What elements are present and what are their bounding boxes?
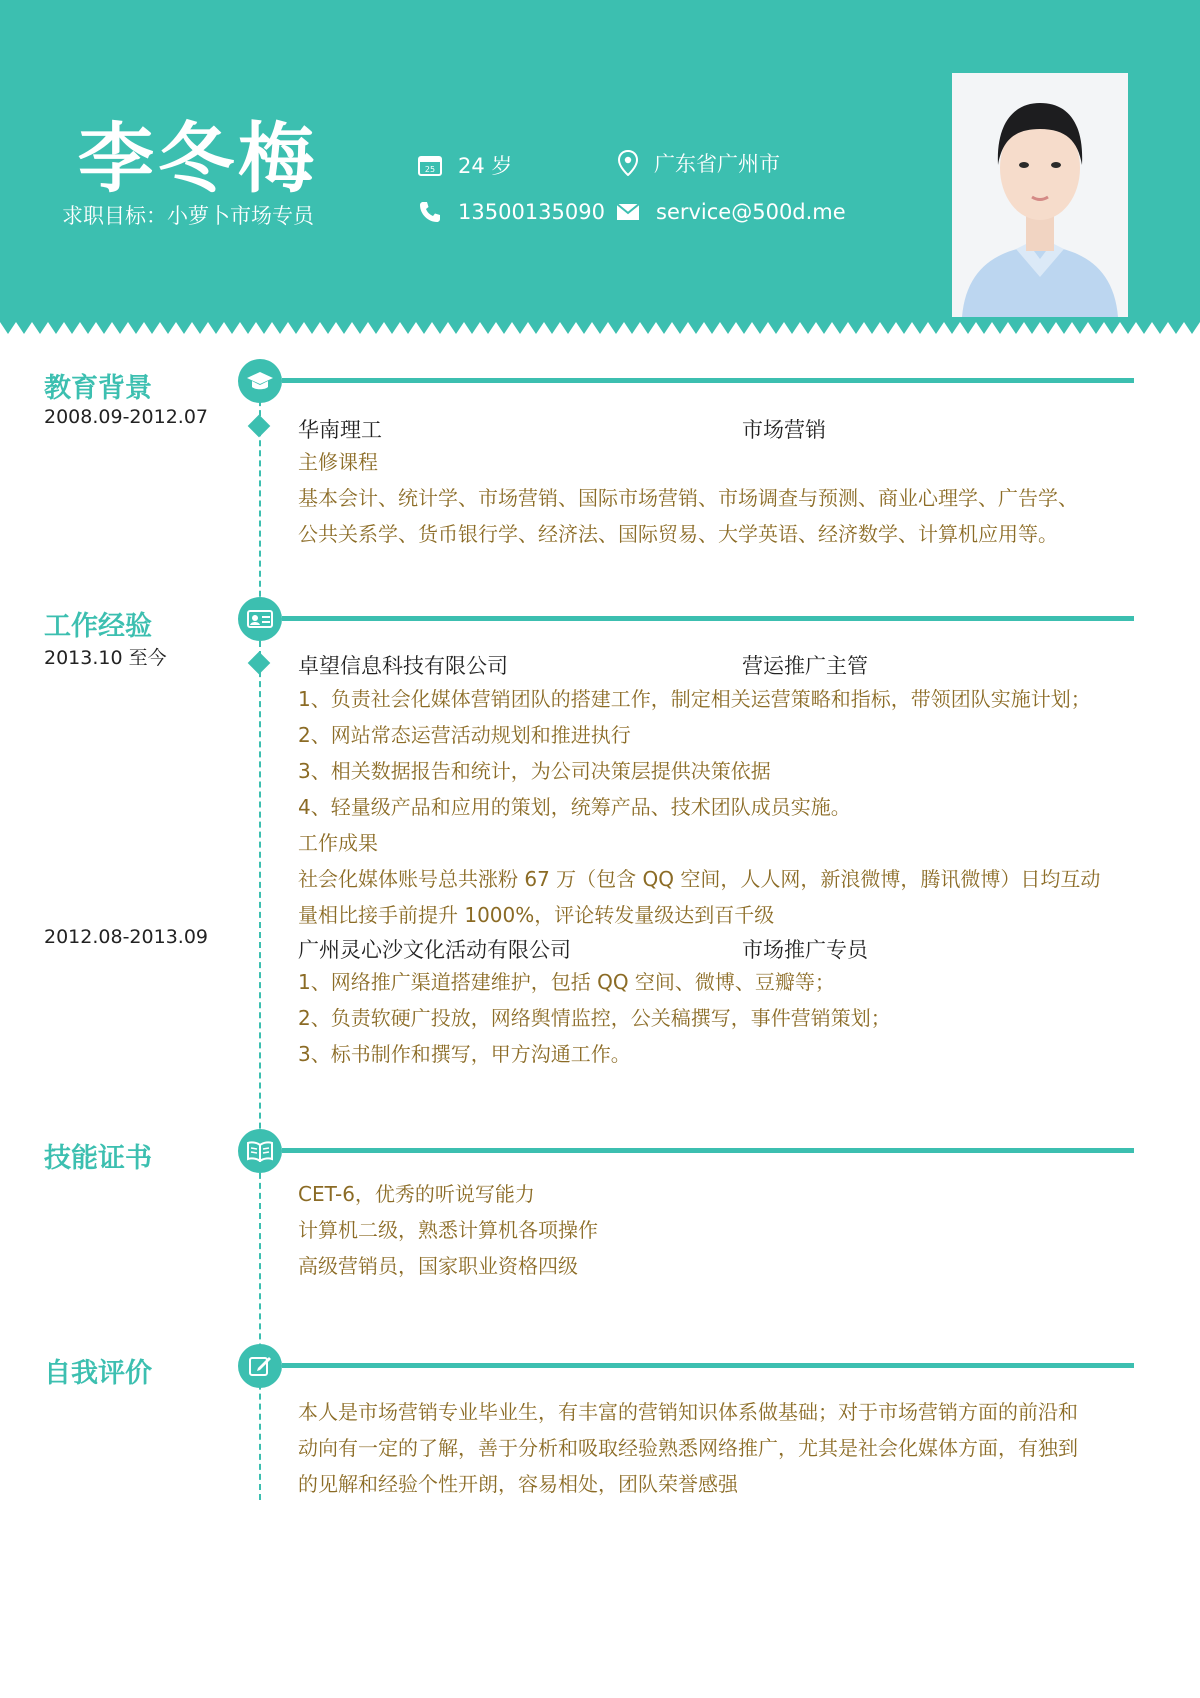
job-objective: 求职目标：小萝卜市场专员 [62, 204, 314, 228]
timeline-line [259, 370, 261, 1500]
section-title-education: 教育背景 [44, 373, 152, 404]
edit-icon [248, 1354, 272, 1378]
self-eval-section-badge [238, 1344, 282, 1388]
skill-item: CET-6，优秀的听说写能力 [298, 1182, 535, 1206]
envelope-icon [616, 203, 640, 221]
self-eval-line: 本人是市场营销专业毕业生，有丰富的营销知识体系做基础；对于市场营销方面的前沿和 [298, 1400, 1078, 1424]
school-name: 华南理工 [298, 418, 382, 442]
skill-item: 高级营销员，国家职业资格四级 [298, 1254, 578, 1278]
location-info [618, 148, 780, 178]
section-rule [282, 378, 1134, 383]
duty-item: 3、标书制作和撰写，甲方沟通工作。 [298, 1042, 631, 1066]
job-position: 营运推广主管 [742, 654, 868, 678]
book-icon [246, 1140, 274, 1162]
achievement-line: 量相比接手前提升 1000%，评论转发量级达到百千级 [298, 903, 775, 927]
work-section-badge [238, 597, 282, 641]
achievement-label: 工作成果 [298, 831, 378, 855]
job-position: 市场推广专员 [742, 938, 868, 962]
job-date: 2012.08-2013.09 [44, 926, 208, 948]
achievement-line: 社会化媒体账号总共涨粉 67 万（包含 QQ 空间，人人网，新浪微博，腾讯微博）日均互动 [298, 867, 1101, 891]
self-eval-line: 的见解和经验个性开朗，容易相处，团队荣誉感强 [298, 1472, 738, 1496]
section-title-self-eval: 自我评价 [44, 1358, 152, 1389]
age-text: 24 岁 [458, 154, 513, 178]
candidate-name: 李冬梅 [78, 114, 318, 203]
timeline-marker [248, 652, 271, 675]
skills-section-badge [238, 1129, 282, 1173]
section-title-skills: 技能证书 [44, 1143, 152, 1174]
phone-text: 13500135090 [458, 200, 605, 224]
education-details [298, 444, 1078, 552]
age-info [418, 150, 512, 180]
email-info [616, 200, 846, 224]
major-name: 市场营销 [742, 418, 826, 442]
courses-label: 主修课程 [298, 450, 378, 474]
duty-item: 1、网络推广渠道搭建维护，包括 QQ 空间、微博、豆瓣等； [298, 970, 835, 994]
job-date: 2013.10 至今 [44, 647, 167, 669]
education-section-badge [238, 359, 282, 403]
location-pin-icon [618, 150, 638, 176]
section-rule [282, 1148, 1134, 1153]
company-name: 广州灵心沙文化活动有限公司 [298, 938, 571, 962]
calendar-icon [418, 154, 442, 176]
duty-item: 3、相关数据报告和统计，为公司决策层提供决策依据 [298, 759, 771, 783]
phone-icon [418, 200, 442, 224]
section-rule [282, 616, 1134, 621]
courses-line: 公共关系学、货币银行学、经济法、国际贸易、大学英语、经济数学、计算机应用等。 [298, 522, 1058, 546]
self-eval-text [298, 1394, 1078, 1502]
skill-item: 计算机二级，熟悉计算机各项操作 [298, 1218, 598, 1242]
job-details [298, 964, 891, 1072]
self-eval-line: 动向有一定的了解，善于分析和吸取经验熟悉网络推广，尤其是社会化媒体方面，有独到 [298, 1436, 1078, 1460]
skills-list [298, 1176, 598, 1284]
email-text: service@500d.me [656, 200, 846, 224]
graduation-cap-icon [246, 370, 274, 392]
timeline-marker [248, 415, 271, 438]
job-details [298, 681, 1100, 933]
zigzag-divider [0, 322, 1200, 340]
phone-info [418, 200, 605, 224]
courses-line: 基本会计、统计学、市场营销、国际市场营销、市场调查与预测、商业心理学、广告学、 [298, 486, 1078, 510]
section-rule [282, 1363, 1134, 1368]
svg-text:25: 25 [424, 165, 436, 174]
profile-photo [952, 73, 1128, 317]
section-title-work: 工作经验 [44, 611, 152, 642]
duty-item: 4、轻量级产品和应用的策划，统筹产品、技术团队成员实施。 [298, 795, 851, 819]
duty-item: 2、网站常态运营活动规划和推进执行 [298, 723, 631, 747]
id-card-icon [246, 608, 274, 630]
header-banner [0, 0, 1200, 322]
duty-item: 1、负责社会化媒体营销团队的搭建工作，制定相关运营策略和指标，带领团队实施计划； [298, 687, 1091, 711]
education-date: 2008.09-2012.07 [44, 406, 208, 428]
portrait-image [952, 73, 1128, 317]
location-text: 广东省广州市 [654, 152, 780, 176]
duty-item: 2、负责软硬广投放，网络舆情监控，公关稿撰写，事件营销策划； [298, 1006, 891, 1030]
company-name: 卓望信息科技有限公司 [298, 654, 508, 678]
